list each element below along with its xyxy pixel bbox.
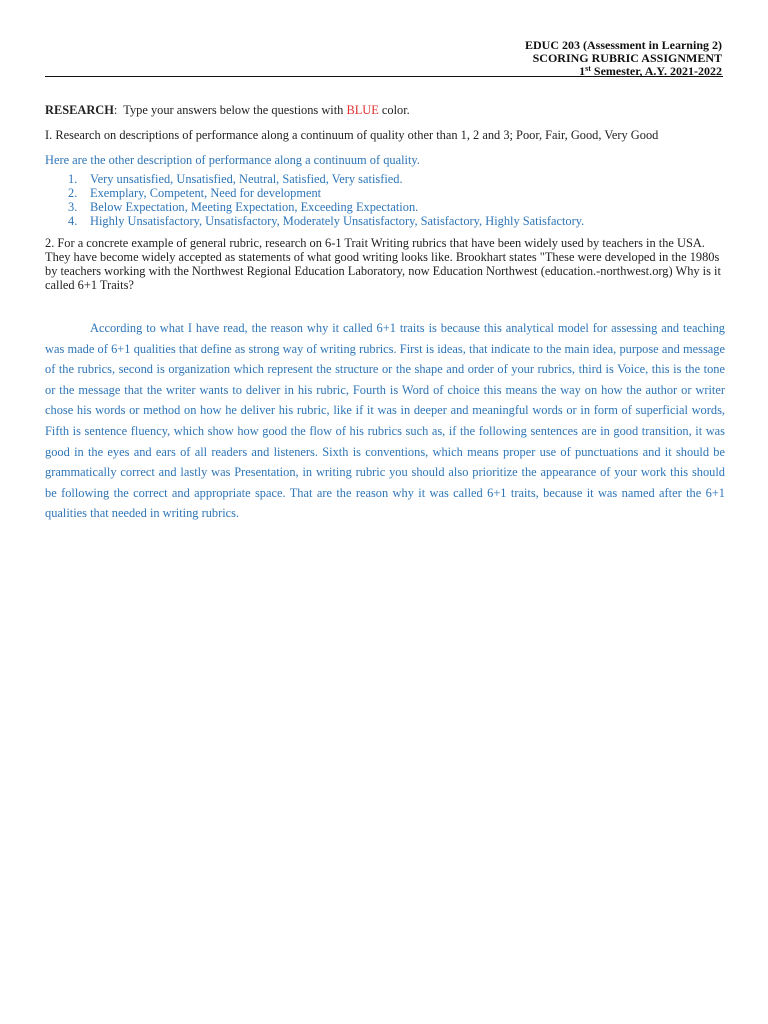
instruction-label: RESEARCH <box>45 103 114 117</box>
instruction-text-after: color. <box>378 103 410 117</box>
course-title: EDUC 203 (Assessment in Learning 2) <box>524 38 722 52</box>
list-item-number: 2. <box>68 186 78 200</box>
answer-2-paragraph: According to what I have read, the reason why it called 6+1 traits is because this analytical model for assessing and teaching was made of 6+1 qualities that define as strong way of writing rubrics. First is ideas, that indicate to the main idea, purpose and message of the rubrics, second is organization which represent the structure or the shape and order of your rubrics, third is Voice, this is the tone or the message that the writer wants to deliver in his rubric, Fourth is Word of choice this means the way on how the author or writer chose his words or method on how he deliver his rubric, like if it was in deeper and meaningful words or in form of superficial words, Fifth is sentence fluency, which show how good the flow of his rubrics such as, if the following sentences are in good transition, it was good in the eyes and ears of all readers and listeners. Sixth is conventions, which means proper use of punctuations and it should be grammatically correct and lastly was Presentation, in writing rubric you should also prioritize the appearance of your work this should be following the correct and appropriate space. That are the reason why it was called 6+1 traits, because it was named after the 6+1 qualities that needed in writing rubrics. <box>45 321 725 521</box>
list-item <box>45 200 725 214</box>
list-item-text: Exemplary, Competent, Need for development <box>90 186 322 200</box>
semester-number: 1 <box>579 64 586 78</box>
semester-rest: Semester, A.Y. 2021-2022 <box>590 64 722 78</box>
answer-1-list <box>45 172 725 228</box>
list-item-text: Below Expectation, Meeting Expectation, Exceeding Expectation. <box>90 200 419 214</box>
instruction-text-before: Type your answers below the questions with <box>117 103 347 117</box>
semester-ordinal: st <box>585 64 591 73</box>
instruction-blue-word: BLUE <box>346 103 379 117</box>
assignment-title: SCORING RUBRIC ASSIGNMENT <box>532 51 722 65</box>
instruction-line <box>45 103 725 117</box>
list-item-text: Very unsatisfied, Unsatisfied, Neutral, Satisfied, Very satisfied. <box>90 172 403 186</box>
header-divider <box>45 76 723 77</box>
list-item-number: 3. <box>68 200 78 214</box>
list-item-text: Highly Unsatisfactory, Unsatisfactory, Moderately Unsatisfactory, Satisfactory, Highly Satisfactory. <box>90 214 585 228</box>
document-header <box>302 39 722 78</box>
answer-1-intro: Here are the other description of performance along a continuum of quality. <box>45 153 420 167</box>
document-body <box>45 103 725 524</box>
list-item <box>45 214 725 228</box>
question-1: I. Research on descriptions of performance along a continuum of quality other than 1, 2 and 3; Poor, Fair, Good, Very Good <box>45 128 659 142</box>
list-item <box>45 172 725 186</box>
list-item-number: 1. <box>68 172 78 186</box>
question-2: 2. For a concrete example of general rubric, research on 6-1 Trait Writing rubrics that have been widely used by teachers in the USA. They have become widely accepted as statements of what good writing looks like. Brookhart states "These were developed in the 1980s by teachers working with the Northwest Regional Education Laboratory, now Education Northwest (education.-northwest.org) Why is it called 6+1 Traits? <box>45 236 721 292</box>
list-item <box>45 186 725 200</box>
instruction-colon: : <box>113 103 118 117</box>
list-item-number: 4. <box>68 214 78 228</box>
